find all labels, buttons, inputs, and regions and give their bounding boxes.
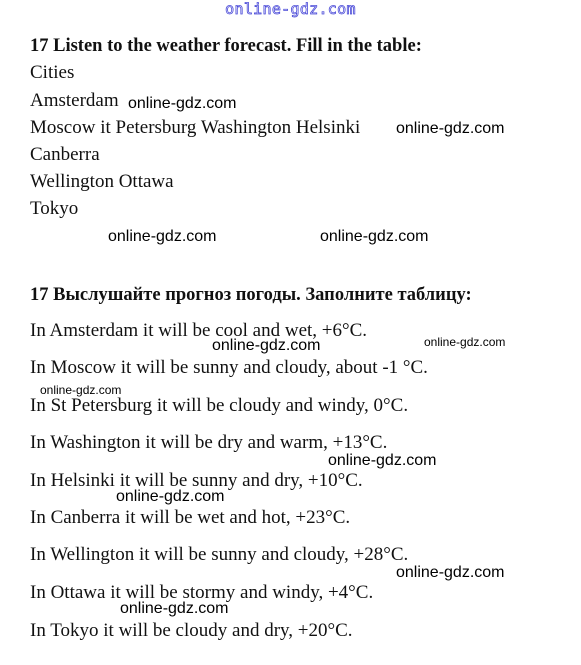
watermark: online-gdz.com [424,335,506,349]
english-heading: 17 Listen to the weather forecast. Fill in the table: [30,36,422,56]
russian-heading: 17 Выслушайте прогноз погоды. Заполните таблицу: [30,285,472,305]
sentence-amsterdam: In Amsterdam it will be cool and wet, +6°C. [30,320,368,341]
watermark: online-gdz.com [212,337,321,354]
sentence-helsinki: In Helsinki it will be sunny and dry, +10°C. [30,470,363,491]
sentence-washington: In Washington it will be dry and warm, +13°C. [30,432,388,453]
watermark: online-gdz.com [40,383,122,397]
city-line-amsterdam: Amsterdam [30,90,119,111]
watermark: online-gdz.com [120,600,229,617]
watermark-top: online-gdz.com [225,0,356,18]
sentence-ottawa: In Ottawa it will be stormy and windy, +4°C. [30,582,374,603]
sentence-wellington: In Wellington it will be sunny and cloudy, +28°C. [30,544,409,565]
sentence-tokyo: In Tokyo it will be cloudy and dry, +20°C. [30,620,353,641]
cities-label: Cities [30,62,75,83]
watermark: online-gdz.com [328,452,437,469]
watermark: online-gdz.com [108,228,217,245]
watermark: online-gdz.com [128,95,237,112]
watermark: online-gdz.com [320,228,429,245]
city-line-wellington: Wellington Ottawa [30,171,174,192]
city-line-tokyo: Tokyo [30,198,79,219]
sentence-canberra: In Canberra it will be wet and hot, +23°C. [30,507,351,528]
watermark: online-gdz.com [396,120,505,137]
city-line-canberra: Canberra [30,144,100,165]
watermark: online-gdz.com [396,564,505,581]
watermark: online-gdz.com [116,488,225,505]
city-line-moscow: Moscow it Petersburg Washington Helsinki [30,117,361,138]
sentence-st-petersburg: In St Petersburg it will be cloudy and windy, 0°C. [30,395,409,416]
sentence-moscow: In Moscow it will be sunny and cloudy, about -1 °C. [30,357,428,378]
